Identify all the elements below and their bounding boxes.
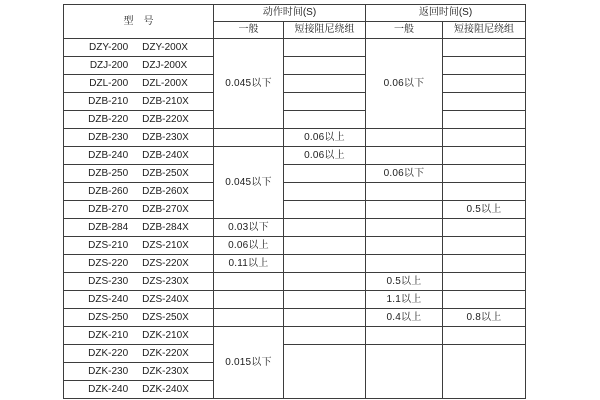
return-general-cell (366, 147, 443, 165)
model-name: DZB-260 (88, 185, 129, 197)
column-header-action-general: 一般 (214, 22, 284, 39)
model-cell (64, 93, 214, 111)
action-damped-cell (284, 291, 366, 309)
return-damped-cell (443, 273, 526, 291)
action-damped-cell (284, 327, 366, 345)
action-damped-cell (284, 111, 366, 129)
column-header-action-damped: 短接阻尼绕组 (284, 22, 366, 39)
column-header-return-time: 返回时间(S) (366, 5, 526, 22)
return-general-cell: 1.1以上 (366, 291, 443, 309)
action-damped-cell: 0.06以上 (284, 129, 366, 147)
model-name: DZB-240 (88, 149, 129, 161)
model-name: DZK-240 (88, 383, 129, 395)
return-damped-cell (443, 219, 526, 237)
table-row (64, 165, 526, 183)
action-damped-cell (284, 183, 366, 201)
return-damped-cell: 0.5以上 (443, 201, 526, 219)
return-general-cell: 0.5以上 (366, 273, 443, 291)
return-general-cell (366, 255, 443, 273)
model-name-x: DZL-200X (142, 77, 188, 89)
model-name: DZB-284 (88, 221, 129, 233)
model-name: DZK-210 (88, 329, 129, 341)
model-name: DZK-220 (88, 347, 129, 359)
model-cell (64, 219, 214, 237)
return-general-cell: 0.4以上 (366, 309, 443, 327)
return-general-cell (366, 201, 443, 219)
model-name-x: DZB-240X (142, 149, 189, 161)
model-cell (64, 165, 214, 183)
action-damped-cell (284, 237, 366, 255)
model-cell (64, 363, 214, 381)
return-general-cell: 0.06以下 (366, 165, 443, 183)
return-damped-cell (443, 327, 526, 345)
return-damped-cell (443, 255, 526, 273)
model-cell (64, 345, 214, 363)
model-name-x: DZB-220X (142, 113, 189, 125)
table-row (64, 273, 526, 291)
model-name-x: DZK-230X (142, 365, 189, 377)
column-header-return-general: 一般 (366, 22, 443, 39)
model-name: DZS-250 (88, 311, 129, 323)
return-general-cell (366, 327, 443, 345)
action-general-cell (214, 309, 284, 327)
model-cell (64, 309, 214, 327)
model-cell (64, 147, 214, 165)
table-row (64, 201, 526, 219)
model-name: DZB-270 (88, 203, 129, 215)
return-general-cell: 0.06以下 (366, 39, 443, 129)
model-name-x: DZS-250X (142, 311, 189, 323)
model-name: DZS-220 (88, 257, 129, 269)
model-cell (64, 183, 214, 201)
model-name: DZS-210 (88, 239, 129, 251)
action-general-cell: 0.045以下 (214, 39, 284, 129)
return-general-cell (366, 219, 443, 237)
return-damped-cell (443, 291, 526, 309)
model-name-x: DZK-210X (142, 329, 189, 341)
action-general-cell (214, 273, 284, 291)
table-row (64, 309, 526, 327)
action-damped-cell: 0.06以上 (284, 147, 366, 165)
return-general-cell (366, 183, 443, 201)
action-general-cell: 0.03以下 (214, 219, 284, 237)
table-row (64, 147, 526, 165)
return-damped-cell (443, 165, 526, 183)
model-cell (64, 57, 214, 75)
model-name: DZS-230 (88, 275, 129, 287)
model-cell (64, 39, 214, 57)
action-damped-cell (284, 219, 366, 237)
action-damped-cell (284, 39, 366, 57)
model-name-x: DZB-250X (142, 167, 189, 179)
model-cell (64, 75, 214, 93)
relay-spec-table (63, 4, 526, 399)
model-cell (64, 255, 214, 273)
return-damped-cell: 0.8以上 (443, 309, 526, 327)
action-general-cell (214, 291, 284, 309)
model-name-x: DZB-210X (142, 95, 189, 107)
model-cell (64, 237, 214, 255)
action-damped-cell (284, 75, 366, 93)
model-name-x: DZK-240X (142, 383, 189, 395)
return-general-cell (366, 129, 443, 147)
action-damped-cell (284, 345, 366, 399)
action-damped-cell (284, 201, 366, 219)
return-damped-cell (443, 129, 526, 147)
column-header-model: 型 号 (64, 5, 214, 39)
table-row (64, 291, 526, 309)
model-name: DZB-220 (88, 113, 129, 125)
model-name: DZB-210 (88, 95, 129, 107)
action-damped-cell (284, 57, 366, 75)
table-row (64, 57, 526, 75)
model-name: DZB-230 (88, 131, 129, 143)
model-name-x: DZS-220X (142, 257, 189, 269)
return-damped-cell (443, 183, 526, 201)
return-damped-cell (443, 111, 526, 129)
return-general-cell (366, 345, 443, 399)
action-damped-cell (284, 165, 366, 183)
model-name: DZB-250 (88, 167, 129, 179)
relay-spec-table-container (63, 4, 526, 399)
return-damped-cell (443, 345, 526, 399)
model-name-x: DZB-284X (142, 221, 189, 233)
model-name-x: DZS-230X (142, 275, 189, 287)
return-damped-cell (443, 39, 526, 57)
table-row (64, 345, 526, 363)
model-cell (64, 291, 214, 309)
table-row (64, 183, 526, 201)
model-cell (64, 201, 214, 219)
model-name: DZJ-200 (89, 59, 129, 71)
return-damped-cell (443, 147, 526, 165)
table-row (64, 75, 526, 93)
action-general-cell: 0.015以下 (214, 327, 284, 399)
return-damped-cell (443, 57, 526, 75)
action-damped-cell (284, 255, 366, 273)
model-name-x: DZB-270X (142, 203, 189, 215)
header-row-1 (64, 5, 526, 22)
table-row (64, 111, 526, 129)
model-name-x: DZY-200X (142, 41, 188, 53)
table-row (64, 93, 526, 111)
action-general-cell (214, 129, 284, 147)
model-name: DZY-200 (89, 41, 129, 53)
column-header-action-time: 动作时间(S) (214, 5, 366, 22)
action-general-cell: 0.06以上 (214, 237, 284, 255)
table-row (64, 129, 526, 147)
model-name-x: DZS-240X (142, 293, 189, 305)
model-name: DZL-200 (89, 77, 129, 89)
action-damped-cell (284, 273, 366, 291)
model-cell (64, 327, 214, 345)
model-name-x: DZK-220X (142, 347, 189, 359)
return-general-cell (366, 237, 443, 255)
action-general-cell: 0.045以下 (214, 147, 284, 219)
model-cell (64, 381, 214, 399)
action-damped-cell (284, 93, 366, 111)
table-row (64, 237, 526, 255)
model-name-x: DZS-210X (142, 239, 189, 251)
return-damped-cell (443, 75, 526, 93)
model-cell (64, 111, 214, 129)
model-cell (64, 129, 214, 147)
model-name: DZS-240 (88, 293, 129, 305)
column-header-return-damped: 短接阻尼绕组 (443, 22, 526, 39)
return-damped-cell (443, 237, 526, 255)
model-name: DZK-230 (88, 365, 129, 377)
table-row (64, 255, 526, 273)
model-name-x: DZB-260X (142, 185, 189, 197)
model-cell (64, 273, 214, 291)
return-damped-cell (443, 93, 526, 111)
model-name-x: DZJ-200X (142, 59, 188, 71)
model-name-x: DZB-230X (142, 131, 189, 143)
action-damped-cell (284, 309, 366, 327)
table-row (64, 219, 526, 237)
table-row (64, 39, 526, 57)
table-row (64, 327, 526, 345)
action-general-cell: 0.11以上 (214, 255, 284, 273)
